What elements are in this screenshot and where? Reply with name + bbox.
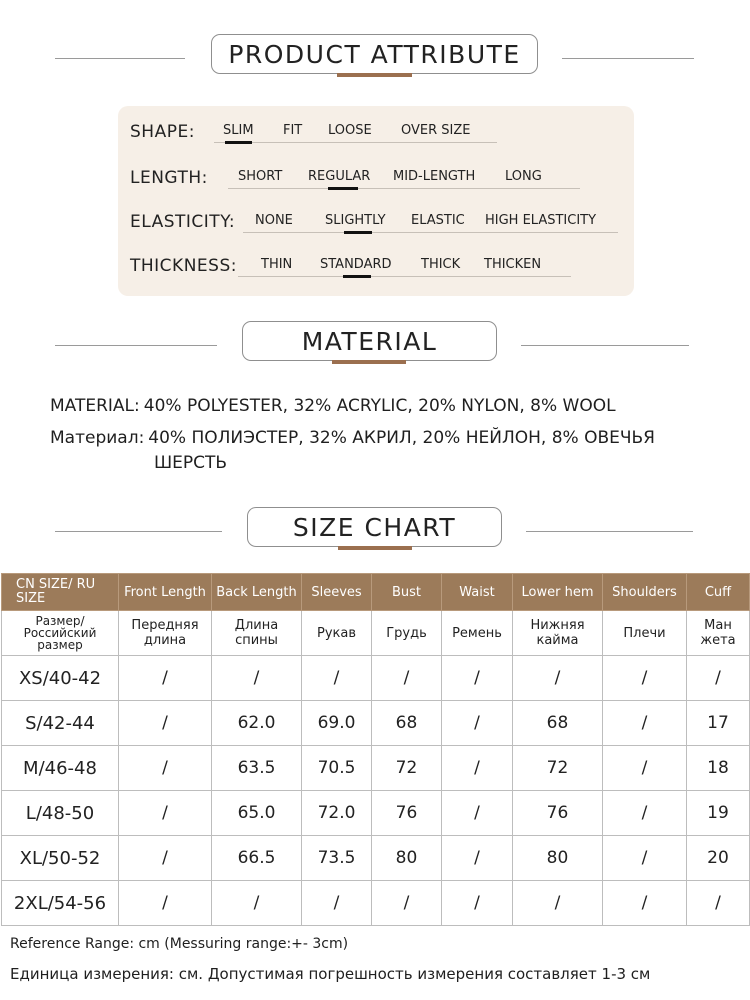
table-row bbox=[2, 791, 750, 836]
measurement-cell: 68 bbox=[513, 701, 603, 746]
measurement-cell: / bbox=[372, 656, 442, 701]
size-chart-table bbox=[1, 573, 750, 926]
title-accent bbox=[338, 546, 412, 550]
option-rule bbox=[228, 188, 580, 189]
measurement-cell: 80 bbox=[372, 836, 442, 881]
attribute-label: LENGTH: bbox=[130, 168, 208, 188]
header-cell: Cuff bbox=[687, 574, 750, 611]
measurement-cell: / bbox=[603, 836, 687, 881]
measurement-cell: 63.5 bbox=[212, 746, 302, 791]
header-ru-cell: Грудь bbox=[372, 611, 442, 656]
measurement-cell: / bbox=[119, 746, 212, 791]
measurement-cell: / bbox=[603, 746, 687, 791]
measurement-cell: 68 bbox=[372, 701, 442, 746]
measurement-cell: / bbox=[119, 791, 212, 836]
measurement-cell: / bbox=[119, 656, 212, 701]
attribute-option: THIN bbox=[261, 257, 293, 272]
attribute-option: OVER SIZE bbox=[401, 123, 471, 138]
selected-marker bbox=[344, 231, 372, 234]
section-title: PRODUCT ATTRIBUTE bbox=[211, 34, 538, 74]
material-en-text: 40% POLYESTER, 32% ACRYLIC, 20% NYLON, 8% WOOL bbox=[143, 396, 616, 416]
measurement-cell: / bbox=[603, 701, 687, 746]
attribute-option: SHORT bbox=[238, 169, 283, 184]
measurement-cell: / bbox=[302, 656, 372, 701]
option-rule bbox=[243, 232, 618, 233]
section-title: MATERIAL bbox=[242, 321, 497, 361]
material-ru bbox=[50, 428, 655, 448]
measurement-cell: 18 bbox=[687, 746, 750, 791]
header-cell: CN SIZE/ RU SIZE bbox=[2, 574, 119, 611]
measurement-cell: 80 bbox=[513, 836, 603, 881]
measurement-cell: / bbox=[687, 881, 750, 926]
selected-marker bbox=[225, 141, 252, 144]
table-header-row bbox=[2, 574, 750, 611]
attribute-row-shape bbox=[118, 120, 634, 150]
measurement-cell: / bbox=[513, 881, 603, 926]
measurement-cell: 17 bbox=[687, 701, 750, 746]
attribute-option: THICK bbox=[421, 257, 461, 272]
attribute-option: MID-LENGTH bbox=[393, 169, 476, 184]
measurement-cell: 73.5 bbox=[302, 836, 372, 881]
size-chart-body bbox=[2, 574, 750, 926]
header-cell: Sleeves bbox=[302, 574, 372, 611]
header-ru-cell: Ман жета bbox=[687, 611, 750, 656]
material-en bbox=[50, 396, 616, 416]
attribute-option: STANDARD bbox=[320, 257, 392, 272]
measurement-cell: / bbox=[442, 746, 513, 791]
measurement-cell: / bbox=[442, 701, 513, 746]
header-cell: Lower hem bbox=[513, 574, 603, 611]
measurement-cell: 70.5 bbox=[302, 746, 372, 791]
measurement-cell: 66.5 bbox=[212, 836, 302, 881]
table-row bbox=[2, 746, 750, 791]
attribute-row-thickness bbox=[118, 254, 634, 284]
measurement-cell: 19 bbox=[687, 791, 750, 836]
attribute-option: LONG bbox=[505, 169, 542, 184]
divider-right bbox=[526, 531, 693, 532]
selected-marker bbox=[343, 275, 371, 278]
measurement-cell: 72.0 bbox=[302, 791, 372, 836]
divider-left bbox=[55, 531, 222, 532]
measurement-cell: / bbox=[603, 881, 687, 926]
measurement-cell: 69.0 bbox=[302, 701, 372, 746]
attribute-option: REGULAR bbox=[308, 169, 371, 184]
header-ru-cell: Плечи bbox=[603, 611, 687, 656]
measurement-cell: 76 bbox=[513, 791, 603, 836]
reference-note-en: Reference Range: cm (Messuring range:+- 3cm) bbox=[10, 936, 349, 952]
measurement-cell: / bbox=[119, 701, 212, 746]
size-label-cell: 2XL/54-56 bbox=[2, 881, 119, 926]
divider-right bbox=[562, 58, 694, 59]
title-accent bbox=[337, 73, 412, 77]
header-ru-cell: Ремень bbox=[442, 611, 513, 656]
measurement-cell: / bbox=[603, 656, 687, 701]
attribute-option: FIT bbox=[283, 123, 303, 138]
measurement-cell: / bbox=[442, 881, 513, 926]
option-rule bbox=[238, 276, 571, 277]
measurement-cell: 20 bbox=[687, 836, 750, 881]
measurement-cell: / bbox=[119, 836, 212, 881]
attribute-row-length bbox=[118, 166, 634, 196]
measurement-cell: / bbox=[603, 791, 687, 836]
selected-marker bbox=[328, 187, 358, 190]
header-cell: Front Length bbox=[119, 574, 212, 611]
table-header-ru-row bbox=[2, 611, 750, 656]
divider-left bbox=[55, 58, 185, 59]
measurement-cell: / bbox=[687, 656, 750, 701]
divider-right bbox=[521, 345, 689, 346]
table-row bbox=[2, 656, 750, 701]
attribute-option: LOOSE bbox=[328, 123, 372, 138]
header-ru-cell: Рукав bbox=[302, 611, 372, 656]
attribute-label: THICKNESS: bbox=[130, 256, 237, 276]
measurement-cell: / bbox=[212, 656, 302, 701]
section-title: SIZE CHART bbox=[247, 507, 502, 547]
material-ru-continued: ШЕРСТЬ bbox=[154, 453, 228, 473]
measurement-cell: / bbox=[119, 881, 212, 926]
measurement-cell: / bbox=[442, 836, 513, 881]
attribute-label: SHAPE: bbox=[130, 122, 195, 142]
table-row bbox=[2, 836, 750, 881]
header-ru-cell: Размер/ Российский размер bbox=[2, 611, 119, 656]
attribute-option: THICKEN bbox=[484, 257, 542, 272]
material-header bbox=[0, 321, 750, 371]
option-rule bbox=[214, 142, 497, 143]
size-chart-header bbox=[0, 507, 750, 557]
header-cell: Back Length bbox=[212, 574, 302, 611]
header-ru-cell: Нижняя кайма bbox=[513, 611, 603, 656]
measurement-cell: / bbox=[513, 656, 603, 701]
material-ru-label: Материал: bbox=[50, 428, 145, 448]
header-ru-cell: Передняя длина bbox=[119, 611, 212, 656]
measurement-cell: 62.0 bbox=[212, 701, 302, 746]
attribute-option: SLIGHTLY bbox=[325, 213, 386, 228]
material-en-label: MATERIAL: bbox=[50, 396, 140, 416]
size-label-cell: L/48-50 bbox=[2, 791, 119, 836]
size-label-cell: M/46-48 bbox=[2, 746, 119, 791]
size-label-cell: XS/40-42 bbox=[2, 656, 119, 701]
measurement-cell: 76 bbox=[372, 791, 442, 836]
measurement-cell: / bbox=[442, 791, 513, 836]
header-cell: Waist bbox=[442, 574, 513, 611]
measurement-cell: / bbox=[212, 881, 302, 926]
attribute-panel bbox=[118, 106, 634, 296]
attribute-label: ELASTICITY: bbox=[130, 212, 236, 232]
size-label-cell: S/42-44 bbox=[2, 701, 119, 746]
attribute-option: ELASTIC bbox=[411, 213, 465, 228]
material-ru-text: 40% ПОЛИЭСТЕР, 32% АКРИЛ, 20% НЕЙЛОН, 8% ОВЕЧЬЯ bbox=[148, 428, 655, 448]
attribute-row-elasticity bbox=[118, 210, 634, 240]
measurement-cell: / bbox=[442, 656, 513, 701]
header-cell: Bust bbox=[372, 574, 442, 611]
attribute-option: HIGH ELASTICITY bbox=[485, 213, 597, 228]
divider-left bbox=[55, 345, 217, 346]
header-cell: Shoulders bbox=[603, 574, 687, 611]
measurement-cell: 72 bbox=[513, 746, 603, 791]
reference-note-ru: Единица измерения: см. Допустимая погрешность измерения составляет 1-3 см bbox=[10, 965, 651, 983]
product-attribute-header bbox=[0, 34, 750, 84]
table-row bbox=[2, 701, 750, 746]
measurement-cell: / bbox=[372, 881, 442, 926]
attribute-option: SLIM bbox=[223, 123, 254, 138]
measurement-cell: / bbox=[302, 881, 372, 926]
size-label-cell: XL/50-52 bbox=[2, 836, 119, 881]
title-accent bbox=[332, 360, 406, 364]
table-row bbox=[2, 881, 750, 926]
attribute-option: NONE bbox=[255, 213, 293, 228]
measurement-cell: 65.0 bbox=[212, 791, 302, 836]
header-ru-cell: Длина спины bbox=[212, 611, 302, 656]
measurement-cell: 72 bbox=[372, 746, 442, 791]
